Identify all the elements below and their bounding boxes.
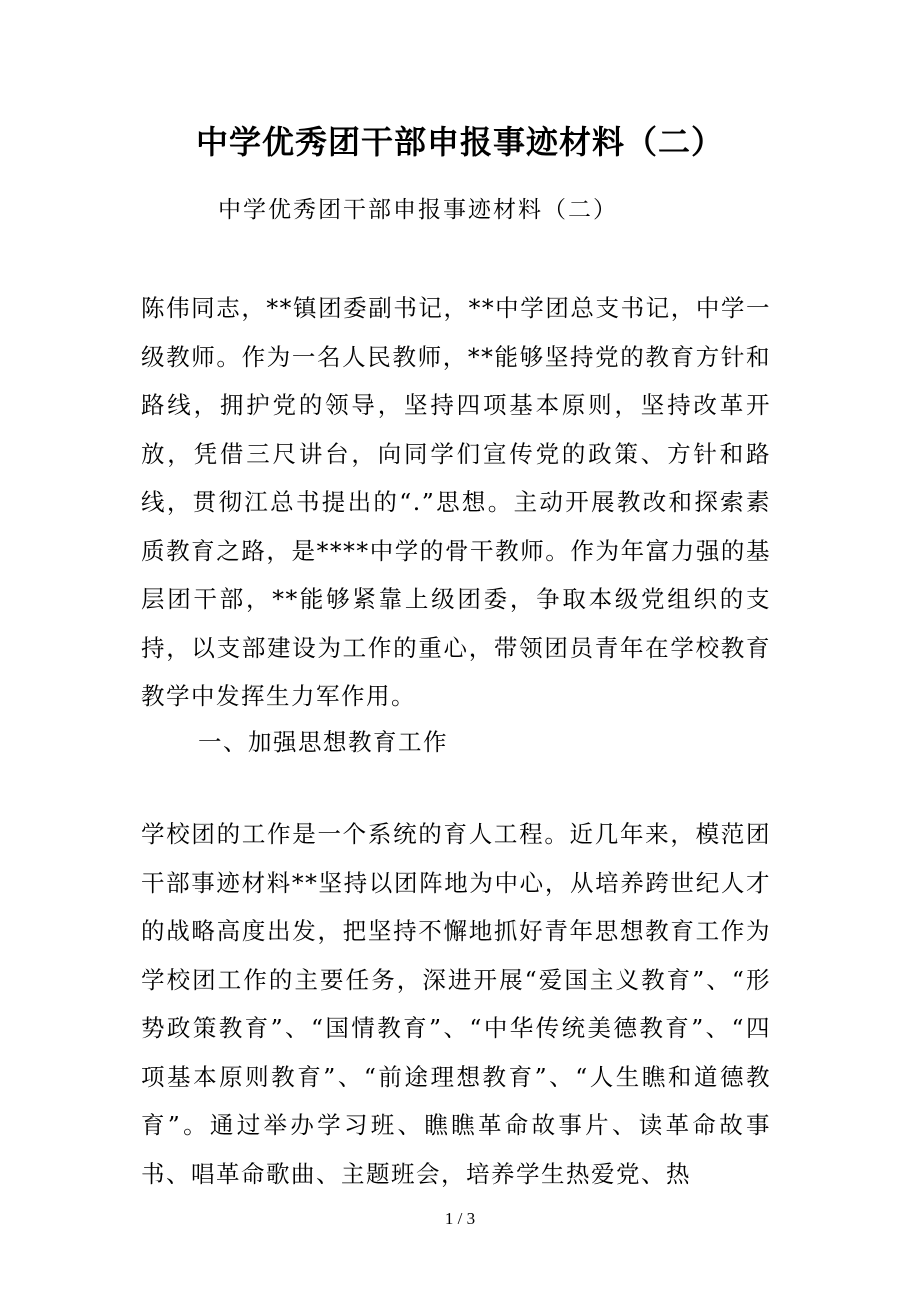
paragraph-section-one: 学校团的工作是一个系统的育人工程。近几年来，模范团干部事迹材料**坚持以团阵地为中心，从培养跨世纪人才的战略高度出发，把坚持不懈地抓好青年思想教育工作为学校团工作的主要任务，深进开展“爱国主义教育”、“形势政策教育”、“国情教育”、“中华传统美德教育”、“四项基本原则教育”、“前途理想教育”、“人生瞧和道德教育”。通过举办学习班、瞧瞧革命故事片、读革命故事书、唱革命歌曲、主题班会，培养学生热爱党、热	[141, 820, 771, 1188]
document-title: 中学优秀团干部申报事迹材料（二）	[195, 123, 724, 161]
section-heading: 一、加强思想教育工作	[198, 728, 448, 756]
document-subtitle: 中学优秀团干部申报事迹材料（二）	[218, 197, 618, 223]
paragraph-intro: 陈伟同志，**镇团委副书记，**中学团总支书记，中学一级教师。作为一名人民教师，**能够坚持党的教育方针和路线，拥护党的领导，坚持四项基本原则，坚持改革开放，凭借三尺讲台，向同学们宣传党的政策、方针和路线，贯彻江总书提出的“.”思想。主动开展教改和探索素质教育之路，是****中学的骨干教师。作为年富力强的基层团干部，**能够紧靠上级团委，争取本级党组织的支持，以支部建设为工作的重心，带领团员青年在学校教育教学中发挥生力军作用。	[141, 294, 771, 710]
page-number: 1 / 3	[444, 1209, 476, 1228]
